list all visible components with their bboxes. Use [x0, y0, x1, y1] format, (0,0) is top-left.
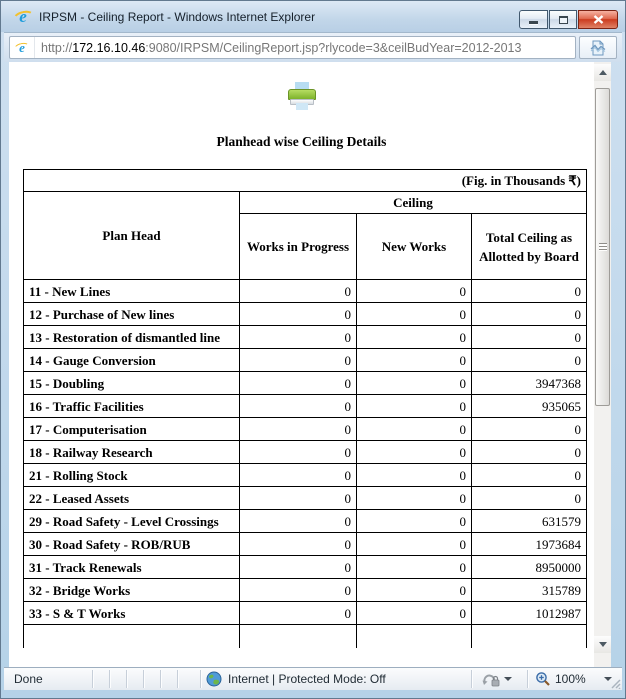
plan-head-header: Plan Head	[24, 192, 240, 280]
value-cell: 0	[357, 326, 472, 349]
favicon-cell	[10, 37, 35, 58]
zoom-level-text: 100%	[555, 672, 586, 686]
table-row	[24, 372, 587, 395]
status-divider	[527, 670, 528, 688]
up-arrow-icon	[599, 70, 607, 75]
dropdown-caret-icon	[504, 677, 512, 681]
value-cell: 0	[240, 280, 357, 303]
plan-head-cell: 21 - Rolling Stock	[24, 464, 240, 487]
value-cell: 0	[240, 441, 357, 464]
thumb-grip-icon	[599, 243, 607, 251]
value-cell: 0	[357, 602, 472, 625]
plan-head-cell: 16 - Traffic Facilities	[24, 395, 240, 418]
status-divider	[471, 670, 472, 688]
plan-head-cell: 33 - S & T Works	[24, 602, 240, 625]
plan-head-cell: 14 - Gauge Conversion	[24, 349, 240, 372]
table-row	[24, 602, 587, 625]
value-cell: 0	[240, 418, 357, 441]
security-zone-text: Internet | Protected Mode: Off	[228, 672, 386, 686]
window-controls	[519, 10, 618, 29]
value-cell: 0	[357, 372, 472, 395]
plan-head-cell: 18 - Railway Research	[24, 441, 240, 464]
inprivate-filter-button[interactable]	[481, 669, 512, 689]
table-row	[24, 579, 587, 602]
value-cell: 0	[472, 349, 587, 372]
plan-head-cell: 29 - Road Safety - Level Crossings	[24, 510, 240, 533]
fig-note-row	[24, 170, 587, 192]
resize-grip[interactable]	[607, 675, 621, 689]
status-bar	[4, 667, 622, 690]
table-row	[24, 441, 587, 464]
table-row	[24, 464, 587, 487]
value-cell: 0	[240, 510, 357, 533]
table-row	[24, 303, 587, 326]
value-cell: 1973684	[472, 533, 587, 556]
fig-note: (Fig. in Thousands ₹)	[24, 170, 587, 192]
minimize-icon	[529, 21, 538, 24]
plan-head-cell: 11 - New Lines	[24, 280, 240, 303]
plan-head-cell: 15 - Doubling	[24, 372, 240, 395]
value-cell: 0	[240, 464, 357, 487]
value-cell: 0	[240, 487, 357, 510]
report-page	[9, 62, 594, 667]
minimize-button[interactable]	[519, 10, 548, 29]
value-cell: 0	[472, 280, 587, 303]
value-cell: 0	[357, 303, 472, 326]
value-cell: 0	[240, 372, 357, 395]
restore-icon	[559, 16, 568, 24]
value-cell: 0	[240, 533, 357, 556]
ceiling-group-header: Ceiling	[240, 192, 587, 214]
value-cell: 0	[240, 602, 357, 625]
status-divider	[126, 670, 127, 688]
address-bar	[4, 32, 622, 62]
plan-head-cell: 31 - Track Renewals	[24, 556, 240, 579]
url-path: :9080/IRPSM/CeilingReport.jsp?rlycode=3&ceilBudYear=2012-2013	[145, 40, 522, 55]
value-cell: 0	[240, 303, 357, 326]
value-cell: 0	[240, 326, 357, 349]
status-divider	[160, 670, 161, 688]
table-row	[24, 533, 587, 556]
inprivate-filter-icon	[481, 672, 500, 687]
close-icon	[593, 15, 604, 24]
value-cell: 0	[472, 303, 587, 326]
plan-head-cell: 22 - Leased Assets	[24, 487, 240, 510]
restore-button[interactable]	[549, 10, 577, 29]
works-in-progress-header: Works in Progress	[240, 214, 357, 280]
value-cell: 0	[357, 464, 472, 487]
value-cell: 0	[357, 349, 472, 372]
status-divider	[109, 670, 110, 688]
plan-head-cell: 32 - Bridge Works	[24, 579, 240, 602]
plan-head-cell: 13 - Restoration of dismantled line	[24, 326, 240, 349]
total-ceiling-header: Total Ceiling as Allotted by Board	[472, 214, 587, 280]
value-cell: 0	[357, 395, 472, 418]
status-text-done: Done	[14, 672, 43, 686]
value-cell: 935065	[472, 395, 587, 418]
ie-logo-icon: e	[14, 8, 32, 26]
value-cell: 0	[472, 418, 587, 441]
partial-row	[24, 625, 587, 648]
scroll-down-button[interactable]	[594, 636, 611, 653]
value-cell: 0	[472, 441, 587, 464]
value-cell: 0	[357, 441, 472, 464]
print-button[interactable]	[286, 82, 318, 112]
table-row	[24, 326, 587, 349]
vertical-scrollbar[interactable]	[594, 62, 611, 667]
table-row	[24, 510, 587, 533]
page-title: Planhead wise Ceiling Details	[216, 134, 387, 149]
url-text	[35, 41, 521, 55]
zoom-magnifier-icon	[535, 671, 551, 687]
value-cell: 0	[357, 556, 472, 579]
page-favicon-icon: e	[15, 41, 29, 55]
value-cell: 0	[357, 418, 472, 441]
value-cell: 0	[472, 326, 587, 349]
url-domain: 172.16.10.46	[72, 40, 146, 55]
value-cell: 0	[357, 487, 472, 510]
table-row	[24, 487, 587, 510]
window-frame-bottom	[1, 690, 625, 698]
value-cell: 0	[240, 349, 357, 372]
compatibility-view-icon	[590, 40, 606, 56]
plan-head-cell: 17 - Computerisation	[24, 418, 240, 441]
down-arrow-icon	[599, 642, 607, 647]
status-divider	[143, 670, 144, 688]
status-divider	[92, 670, 93, 688]
new-works-header: New Works	[357, 214, 472, 280]
ceiling-report-table	[23, 169, 587, 648]
close-button[interactable]	[578, 10, 618, 29]
status-divider	[177, 670, 178, 688]
table-row	[24, 395, 587, 418]
globe-icon	[206, 671, 222, 687]
title-bar[interactable]	[1, 1, 625, 32]
table-row	[24, 280, 587, 303]
value-cell: 0	[357, 510, 472, 533]
value-cell: 631579	[472, 510, 587, 533]
plan-head-cell: 30 - Road Safety - ROB/RUB	[24, 533, 240, 556]
status-divider	[200, 670, 201, 688]
value-cell: 0	[240, 395, 357, 418]
url-input[interactable]	[9, 36, 576, 59]
table-row	[24, 556, 587, 579]
value-cell: 3947368	[472, 372, 587, 395]
url-protocol: http://	[41, 40, 73, 55]
value-cell: 0	[357, 579, 472, 602]
value-cell: 0	[357, 533, 472, 556]
scrollbar-thumb[interactable]	[595, 88, 610, 406]
value-cell: 315789	[472, 579, 587, 602]
table-row	[24, 418, 587, 441]
value-cell: 0	[357, 280, 472, 303]
value-cell: 1012987	[472, 602, 587, 625]
compatibility-view-button[interactable]	[579, 36, 617, 59]
value-cell: 0	[240, 556, 357, 579]
value-cell: 0	[472, 487, 587, 510]
window-title: IRPSM - Ceiling Report - Windows Internet Explorer	[39, 9, 316, 24]
plan-head-cell: 12 - Purchase of New lines	[24, 303, 240, 326]
value-cell: 8950000	[472, 556, 587, 579]
table-row	[24, 349, 587, 372]
zoom-button[interactable]	[535, 669, 612, 689]
value-cell: 0	[240, 579, 357, 602]
content-viewport	[9, 62, 611, 667]
scroll-up-button[interactable]	[594, 64, 611, 81]
value-cell: 0	[472, 464, 587, 487]
group-header-row	[24, 192, 587, 214]
